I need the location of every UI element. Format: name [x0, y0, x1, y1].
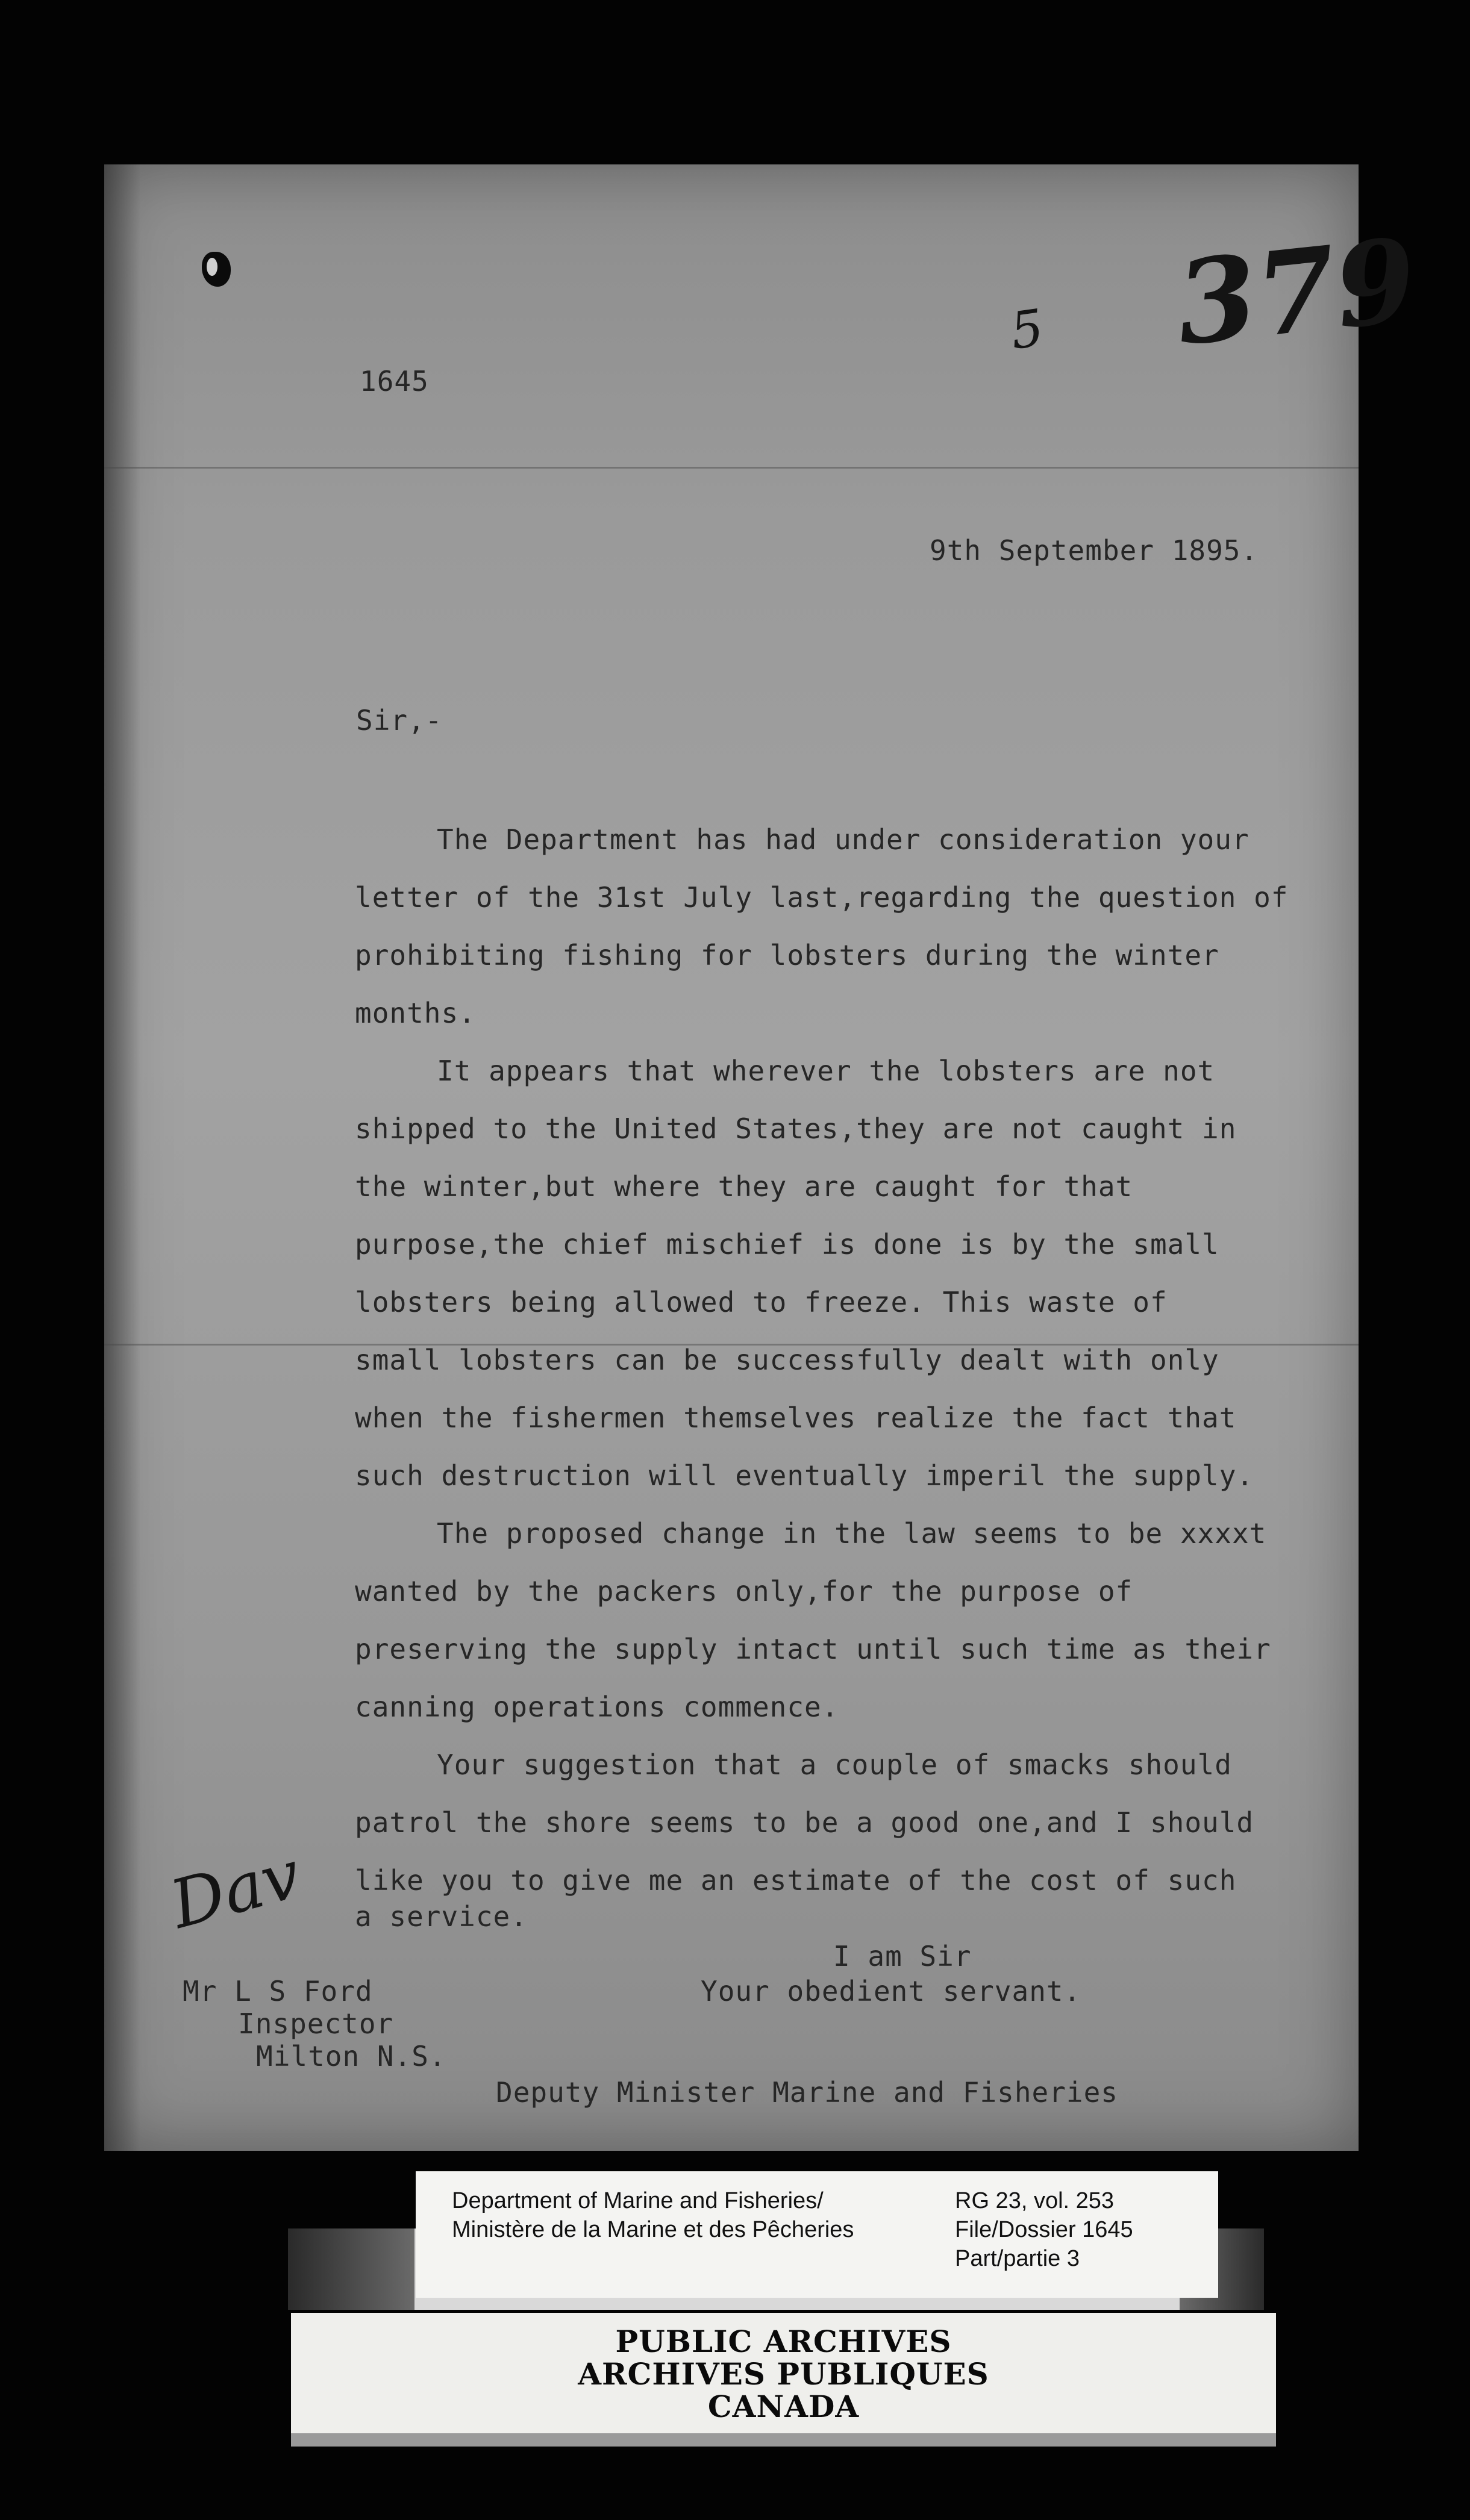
letter-page: [104, 164, 1422, 2151]
corner-mark: 5: [1007, 298, 1048, 361]
department-english: Department of Marine and Fisheries/: [452, 2188, 824, 2213]
stamp-bottom-edge: [291, 2433, 1276, 2447]
department-french: Ministère de la Marine et des Pêcheries: [452, 2217, 854, 2242]
stamp-line-2: ARCHIVES PUBLIQUES: [578, 2356, 989, 2392]
part-reference: Part/partie 3: [955, 2246, 1080, 2271]
file-number: 1645: [360, 365, 429, 398]
signature-title: Deputy Minister Marine and Fisheries: [496, 2076, 1118, 2109]
file-reference: File/Dossier 1645: [955, 2217, 1133, 2242]
handwritten-initials: Dav: [163, 1835, 308, 1944]
recipient-place: Milton N.S.: [256, 2040, 446, 2072]
body-line: letter of the 31st July last,regarding the question of: [355, 881, 1289, 914]
body-line: months.: [355, 997, 476, 1029]
body-line: It appears that wherever the lobsters are not: [437, 1055, 1215, 1087]
page-number-handwritten: 379: [1170, 212, 1422, 372]
tab-edge-left: [288, 2228, 414, 2310]
closing-line-2: Your obedient servant.: [701, 1975, 1081, 2007]
body-line: canning operations commence.: [355, 1691, 839, 1723]
body-line: small lobsters can be successfully dealt with only: [355, 1344, 1219, 1376]
salutation: Sir,-: [356, 704, 443, 737]
body-line: The Department has had under consideration your: [437, 823, 1250, 856]
body-line: Your suggestion that a couple of smacks should: [437, 1748, 1232, 1781]
public-archives-stamp: [291, 2313, 1276, 2433]
body-line: wanted by the packers only,for the purpose of: [355, 1575, 1133, 1608]
body-line: like you to give me an estimate of the cost of such: [355, 1864, 1237, 1897]
body-line: The proposed change in the law seems to be xxxxt: [437, 1517, 1267, 1550]
body-line: the winter,but where they are caught for that: [355, 1170, 1133, 1203]
body-line: shipped to the United States,they are not caught in: [355, 1112, 1237, 1145]
body-line: such destruction will eventually imperil the supply.: [355, 1459, 1254, 1492]
body-line: prohibiting fishing for lobsters during the winter: [355, 939, 1219, 972]
body-line: lobsters being allowed to freeze. This waste of: [355, 1286, 1168, 1318]
body-line: a service.: [355, 1900, 528, 1933]
stamp-line-1: PUBLIC ARCHIVES: [615, 2324, 952, 2359]
stamp-line-3: CANADA: [707, 2389, 860, 2424]
closing-line-1: I am Sir: [833, 1940, 972, 1973]
body-line: when the fishermen themselves realize the fact that: [355, 1402, 1237, 1434]
body-line: patrol the shore seems to be a good one,and I should: [355, 1806, 1254, 1839]
body-line: preserving the supply intact until such time as their: [355, 1633, 1271, 1665]
letter-date: 9th September 1895.: [930, 534, 1259, 567]
record-group: RG 23, vol. 253: [955, 2188, 1115, 2213]
recipient-name: Mr L S Ford: [183, 1975, 373, 2007]
recipient-title: Inspector: [238, 2007, 394, 2040]
body-line: purpose,the chief mischief is done is by the small: [355, 1228, 1219, 1261]
archive-reference-label: [416, 2171, 1218, 2298]
